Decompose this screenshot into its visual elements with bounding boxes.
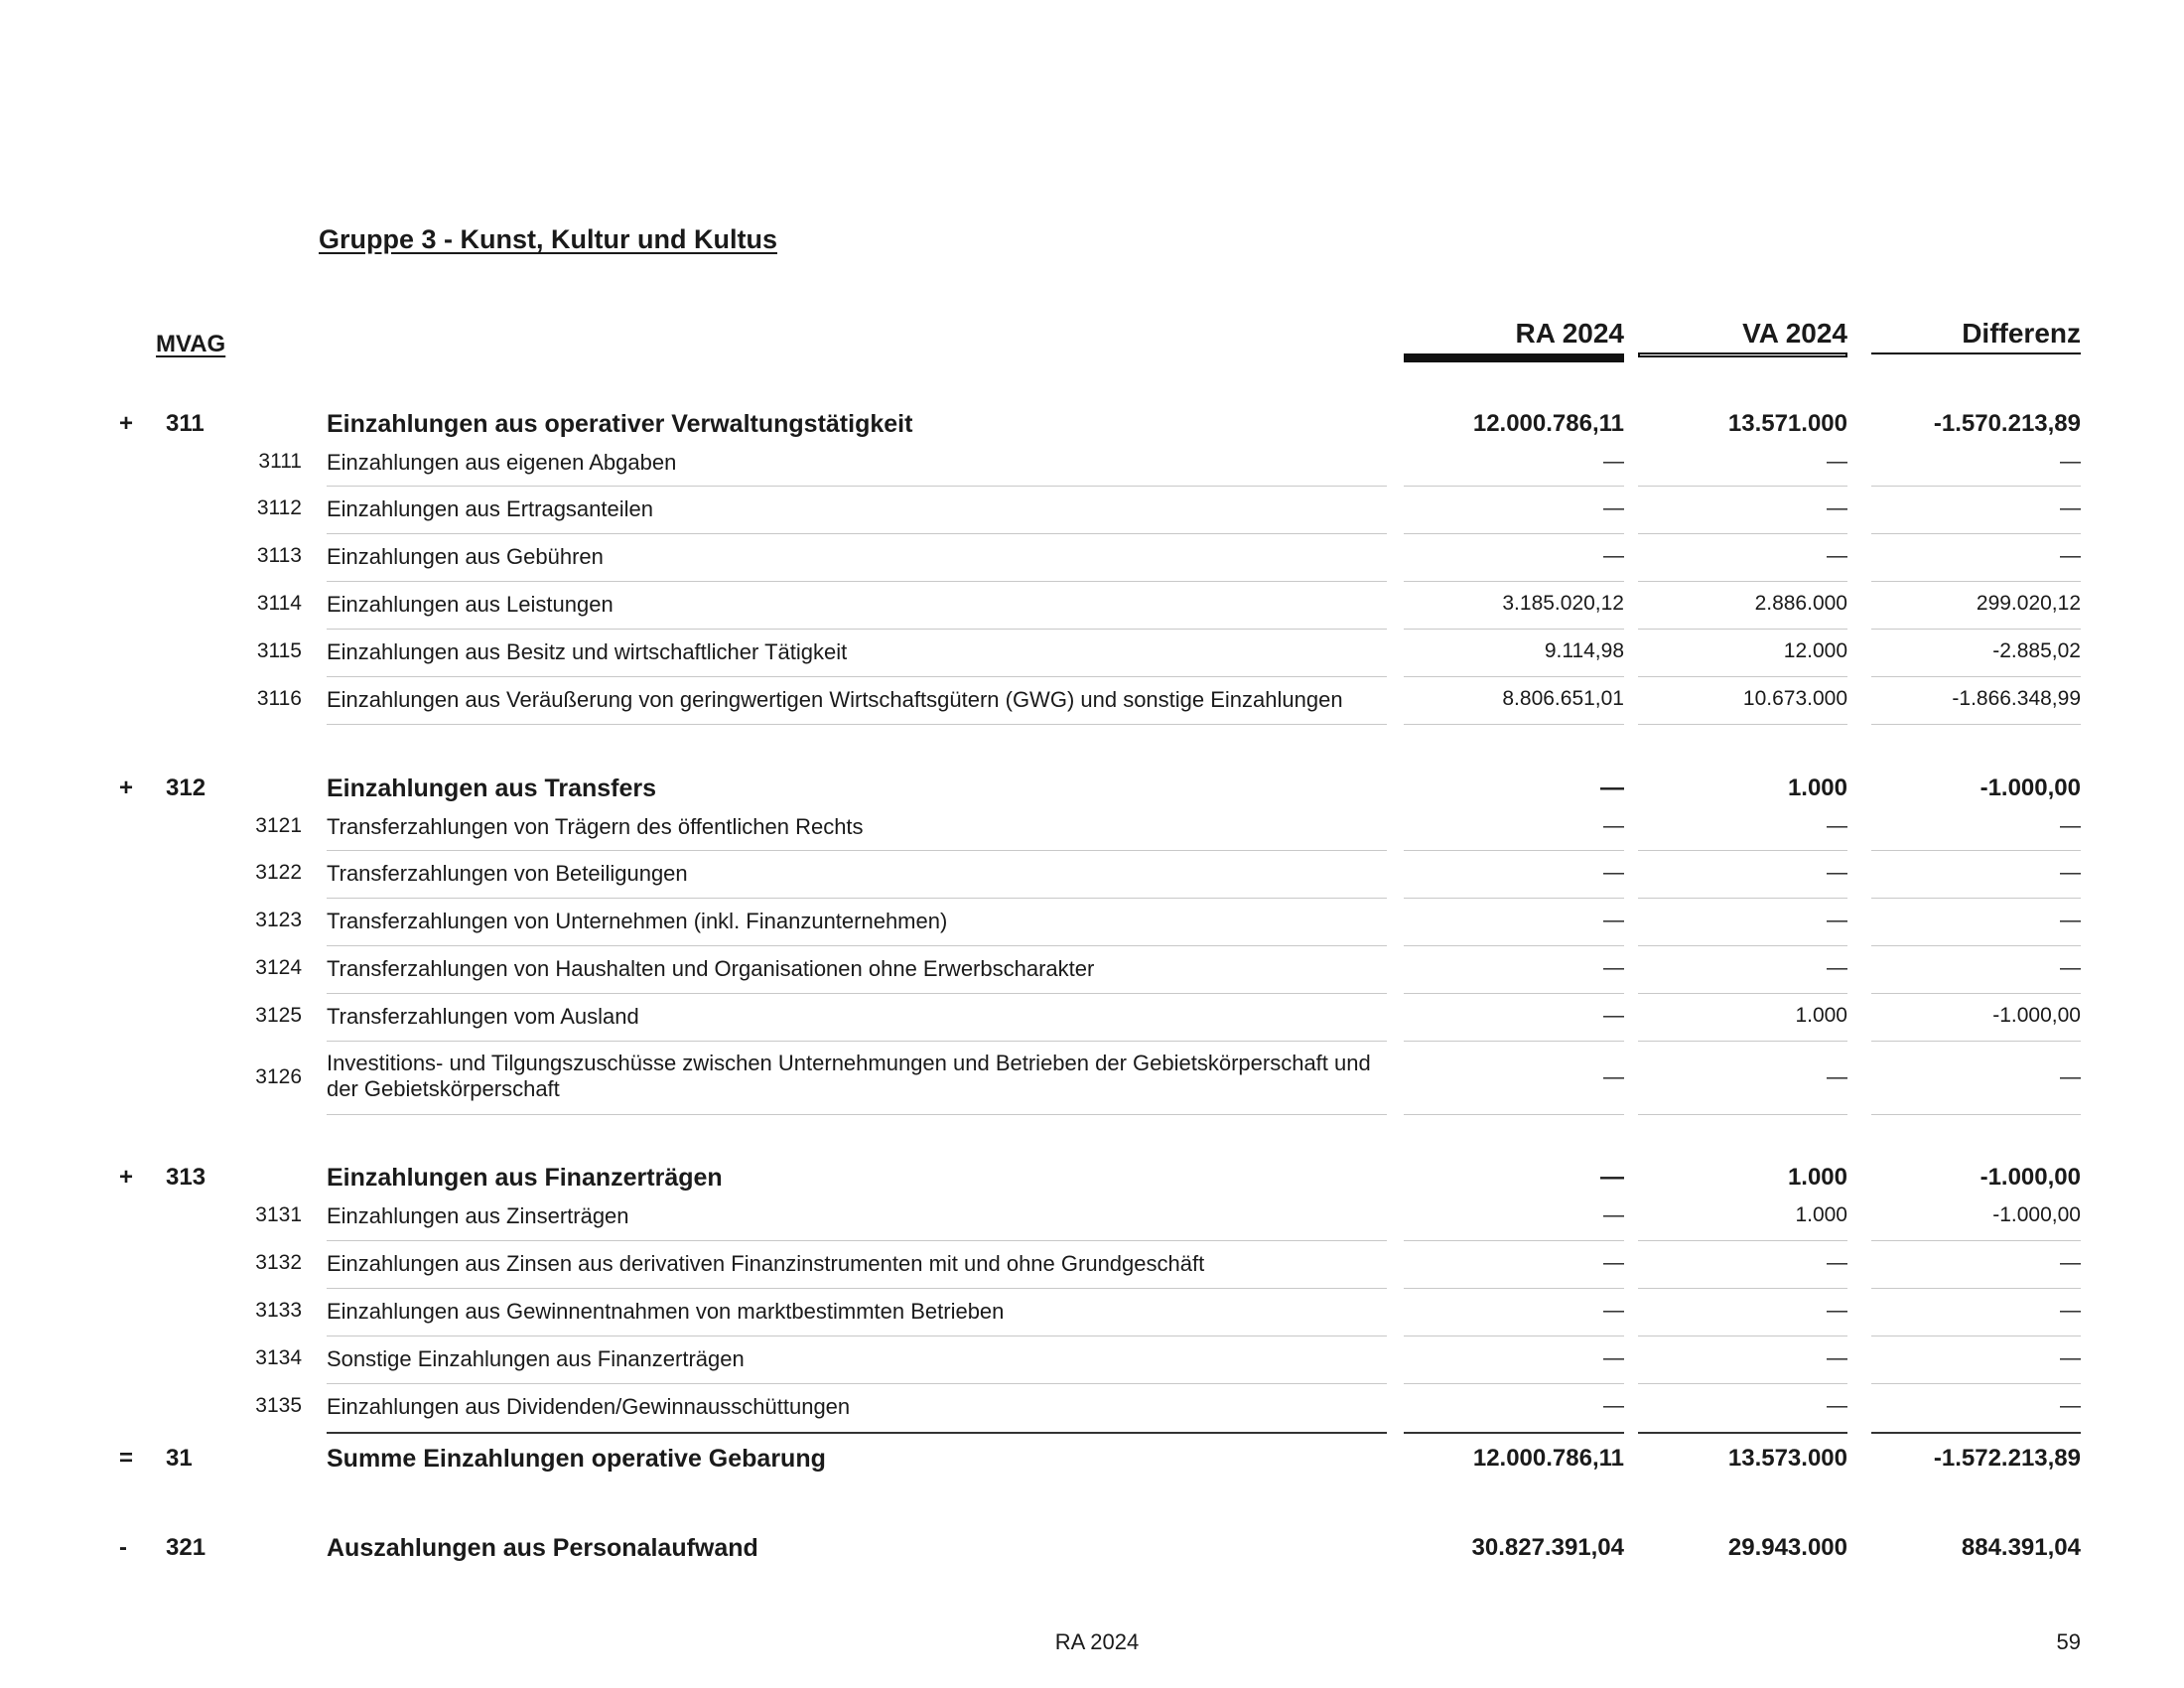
row-rule bbox=[327, 1288, 1387, 1289]
row-code: 3126 bbox=[255, 1065, 302, 1088]
row-value-va: — bbox=[1827, 544, 1847, 567]
row-value-va: — bbox=[1827, 496, 1847, 519]
row-label: Einzahlungen aus Transfers bbox=[327, 774, 657, 802]
row-value-va: — bbox=[1827, 1346, 1847, 1369]
row-rule bbox=[1871, 945, 2081, 946]
row-label: Transferzahlungen vom Ausland bbox=[327, 1004, 639, 1029]
row-rule bbox=[327, 945, 1387, 946]
row-rule bbox=[1404, 1114, 1624, 1115]
row-rule bbox=[1871, 629, 2081, 630]
row-rule bbox=[327, 581, 1387, 582]
row-label: Einzahlungen aus Zinserträgen bbox=[327, 1203, 629, 1228]
row-code: 3123 bbox=[255, 909, 302, 931]
row-value-diff: — bbox=[2060, 814, 2081, 837]
row-label: Einzahlungen aus Dividenden/Gewinnausschüttungen bbox=[327, 1394, 851, 1419]
row-value-diff: — bbox=[2060, 1346, 2081, 1369]
row-rule bbox=[1871, 486, 2081, 487]
row-value-va: — bbox=[1827, 909, 1847, 931]
table-row bbox=[0, 1251, 2184, 1276]
row-rule bbox=[1404, 676, 1624, 677]
page-title: Gruppe 3 - Kunst, Kultur und Kultus bbox=[319, 224, 777, 254]
row-value-ra: 12.000.786,11 bbox=[1472, 410, 1624, 437]
row-rule bbox=[1638, 1041, 1847, 1042]
row-value-va: 13.573.000 bbox=[1727, 1445, 1847, 1472]
table-row bbox=[0, 1051, 2184, 1101]
row-rule bbox=[1638, 898, 1847, 899]
table-row bbox=[0, 1299, 2184, 1324]
table-row bbox=[0, 1394, 2184, 1419]
row-value-va: 2.886.000 bbox=[1754, 592, 1847, 615]
row-rule bbox=[1638, 724, 1847, 725]
sum-rule bbox=[1871, 1432, 2081, 1434]
row-value-diff: — bbox=[2060, 1065, 2081, 1088]
row-code: 3132 bbox=[255, 1251, 302, 1274]
row-rule bbox=[327, 898, 1387, 899]
table-row bbox=[0, 956, 2184, 981]
row-value-va: 10.673.000 bbox=[1742, 687, 1847, 710]
row-label: Transferzahlungen von Trägern des öffentlichen Rechts bbox=[327, 814, 864, 839]
row-rule bbox=[1871, 676, 2081, 677]
row-label: Einzahlungen aus Veräußerung von geringwertigen Wirtschaftsgütern (GWG) und sonstige Einzahlungen bbox=[327, 687, 1343, 712]
table-row bbox=[0, 774, 2184, 802]
row-rule bbox=[327, 486, 1387, 487]
row-value-diff: -1.000,00 bbox=[1992, 1203, 2081, 1226]
row-label: Einzahlungen aus eigenen Abgaben bbox=[327, 450, 677, 475]
row-code: 3112 bbox=[256, 496, 302, 519]
row-rule bbox=[1404, 581, 1624, 582]
row-rule bbox=[1871, 581, 2081, 582]
row-value-diff: — bbox=[2060, 861, 2081, 884]
row-value-diff: — bbox=[2060, 450, 2081, 473]
table-row bbox=[0, 909, 2184, 933]
row-sign: = bbox=[119, 1445, 134, 1472]
row-rule bbox=[327, 1114, 1387, 1115]
row-rule bbox=[1871, 1288, 2081, 1289]
row-rule bbox=[1404, 724, 1624, 725]
row-code: 321 bbox=[166, 1534, 206, 1561]
row-value-va: 1.000 bbox=[1787, 774, 1847, 801]
row-value-va: 12.000 bbox=[1783, 639, 1847, 662]
row-value-diff: — bbox=[2060, 496, 2081, 519]
row-label: Einzahlungen aus Leistungen bbox=[327, 592, 614, 617]
row-code: 3124 bbox=[255, 956, 302, 979]
row-value-va: 13.571.000 bbox=[1727, 410, 1847, 437]
row-rule bbox=[1871, 993, 2081, 994]
sum-rule bbox=[1404, 1432, 1624, 1434]
row-rule bbox=[1404, 993, 1624, 994]
table-row bbox=[0, 592, 2184, 617]
row-value-va: — bbox=[1827, 861, 1847, 884]
row-label: Einzahlungen aus Gebühren bbox=[327, 544, 604, 569]
row-code: 3122 bbox=[255, 861, 302, 884]
row-rule bbox=[327, 629, 1387, 630]
row-value-ra: — bbox=[1603, 450, 1624, 473]
table-row bbox=[0, 544, 2184, 569]
table-row bbox=[0, 1004, 2184, 1029]
row-value-ra: 30.827.391,04 bbox=[1471, 1534, 1624, 1561]
row-value-diff: 884.391,04 bbox=[1961, 1534, 2081, 1561]
row-rule bbox=[1638, 945, 1847, 946]
row-value-ra: — bbox=[1603, 1203, 1624, 1226]
row-label: Einzahlungen aus Besitz und wirtschaftlicher Tätigkeit bbox=[327, 639, 848, 664]
row-rule bbox=[1871, 1041, 2081, 1042]
row-value-ra: — bbox=[1600, 1164, 1624, 1191]
row-rule bbox=[327, 1240, 1387, 1241]
row-value-ra: — bbox=[1603, 956, 1624, 979]
row-value-diff: — bbox=[2060, 956, 2081, 979]
row-value-diff: — bbox=[2060, 909, 2081, 931]
page-number: 59 bbox=[2056, 1629, 2081, 1654]
footer-label: RA 2024 bbox=[1054, 1629, 1140, 1654]
row-code: 3113 bbox=[256, 544, 302, 567]
row-label: Einzahlungen aus Finanzerträgen bbox=[327, 1164, 723, 1192]
table-row bbox=[0, 1346, 2184, 1371]
row-value-ra: — bbox=[1603, 861, 1624, 884]
row-value-ra: — bbox=[1603, 496, 1624, 519]
row-code: 311 bbox=[166, 410, 205, 437]
row-value-diff: — bbox=[2060, 1251, 2081, 1274]
row-code: 313 bbox=[166, 1164, 206, 1191]
row-rule bbox=[1404, 486, 1624, 487]
row-rule bbox=[1638, 533, 1847, 534]
row-rule bbox=[327, 993, 1387, 994]
row-rule bbox=[1404, 1240, 1624, 1241]
table-row bbox=[0, 687, 2184, 712]
row-label: Auszahlungen aus Personalaufwand bbox=[327, 1534, 758, 1562]
row-rule bbox=[1638, 850, 1847, 851]
row-value-diff: — bbox=[2060, 1299, 2081, 1322]
sum-rule bbox=[1638, 1432, 1847, 1434]
row-value-ra: — bbox=[1603, 1346, 1624, 1369]
row-value-ra: — bbox=[1603, 1299, 1624, 1322]
header-bar-va bbox=[1638, 352, 1847, 357]
row-value-ra: — bbox=[1603, 1065, 1624, 1088]
row-rule bbox=[1871, 1114, 2081, 1115]
row-value-ra: — bbox=[1603, 814, 1624, 837]
row-label: Investitions- und Tilgungszuschüsse zwischen Unternehmungen und Betrieben der Gebietskörperschaft und der Gebietskörperschaft bbox=[327, 1051, 1371, 1101]
row-rule bbox=[327, 533, 1387, 534]
row-value-diff: — bbox=[2060, 544, 2081, 567]
row-value-va: — bbox=[1827, 1299, 1847, 1322]
row-rule bbox=[327, 676, 1387, 677]
row-label: Summe Einzahlungen operative Gebarung bbox=[327, 1445, 826, 1473]
row-label: Transferzahlungen von Haushalten und Organisationen ohne Erwerbscharakter bbox=[327, 956, 1095, 981]
row-rule bbox=[1404, 533, 1624, 534]
row-rule bbox=[1871, 533, 2081, 534]
row-rule bbox=[1638, 1114, 1847, 1115]
row-value-ra: 3.185.020,12 bbox=[1502, 592, 1624, 615]
row-label: Einzahlungen aus Ertragsanteilen bbox=[327, 496, 654, 521]
row-value-diff: -1.000,00 bbox=[1992, 1004, 2081, 1027]
row-rule bbox=[1638, 1288, 1847, 1289]
header-bar-diff bbox=[1871, 352, 2081, 354]
row-rule bbox=[1404, 1288, 1624, 1289]
row-rule bbox=[1404, 850, 1624, 851]
row-value-ra: — bbox=[1603, 544, 1624, 567]
row-rule bbox=[1638, 629, 1847, 630]
row-rule bbox=[327, 1041, 1387, 1042]
row-rule bbox=[1404, 1041, 1624, 1042]
row-value-diff: -1.570.213,89 bbox=[1933, 410, 2081, 437]
row-code: 3114 bbox=[256, 592, 302, 615]
row-label: Einzahlungen aus Gewinnentnahmen von marktbestimmten Betrieben bbox=[327, 1299, 1005, 1324]
row-sign: + bbox=[119, 1164, 134, 1191]
row-value-ra: — bbox=[1603, 1251, 1624, 1274]
row-value-diff: -1.572.213,89 bbox=[1933, 1445, 2081, 1472]
row-value-va: 1.000 bbox=[1795, 1203, 1847, 1226]
row-value-ra: — bbox=[1603, 909, 1624, 931]
row-value-ra: — bbox=[1603, 1004, 1624, 1027]
row-value-ra: 12.000.786,11 bbox=[1472, 1445, 1624, 1472]
row-label: Einzahlungen aus Zinsen aus derivativen Finanzinstrumenten mit und ohne Grundgeschäft bbox=[327, 1251, 1205, 1276]
row-value-diff: -2.885,02 bbox=[1992, 639, 2081, 662]
row-value-va: 29.943.000 bbox=[1727, 1534, 1847, 1561]
row-code: 3135 bbox=[255, 1394, 302, 1417]
row-value-va: — bbox=[1827, 956, 1847, 979]
row-sign: + bbox=[119, 774, 134, 801]
table-row bbox=[0, 861, 2184, 886]
row-label: Transferzahlungen von Beteiligungen bbox=[327, 861, 688, 886]
row-value-diff: -1.866.348,99 bbox=[1952, 687, 2081, 710]
table-row bbox=[0, 1203, 2184, 1228]
row-sign: - bbox=[119, 1534, 127, 1561]
table-row bbox=[0, 1445, 2184, 1473]
row-sign: + bbox=[119, 410, 134, 437]
row-value-va: 1.000 bbox=[1795, 1004, 1847, 1027]
row-label: Transferzahlungen von Unternehmen (inkl. Finanzunternehmen) bbox=[327, 909, 948, 933]
row-value-diff: -1.000,00 bbox=[1979, 774, 2081, 801]
row-value-diff: -1.000,00 bbox=[1979, 1164, 2081, 1191]
row-rule bbox=[1871, 1383, 2081, 1384]
table-row bbox=[0, 410, 2184, 438]
row-rule bbox=[1404, 898, 1624, 899]
table-row bbox=[0, 1164, 2184, 1192]
column-header-diff: Differenz bbox=[1962, 318, 2081, 349]
row-label: Sonstige Einzahlungen aus Finanzerträgen bbox=[327, 1346, 745, 1371]
row-rule bbox=[1871, 1240, 2081, 1241]
row-rule bbox=[1638, 1240, 1847, 1241]
row-rule bbox=[1871, 850, 2081, 851]
row-value-ra: 8.806.651,01 bbox=[1502, 687, 1624, 710]
row-code: 31 bbox=[166, 1445, 193, 1472]
row-value-ra: 9.114,98 bbox=[1544, 639, 1624, 662]
row-rule bbox=[327, 1383, 1387, 1384]
row-rule bbox=[1638, 1383, 1847, 1384]
row-code: 3134 bbox=[255, 1346, 302, 1369]
row-code: 3121 bbox=[255, 814, 302, 837]
mvag-column-header: MVAG bbox=[156, 331, 226, 357]
row-value-diff: 299.020,12 bbox=[1976, 592, 2081, 615]
row-value-va: — bbox=[1827, 814, 1847, 837]
row-rule bbox=[1638, 581, 1847, 582]
row-code: 312 bbox=[166, 774, 206, 801]
column-header-va: VA 2024 bbox=[1742, 318, 1847, 349]
header-bar-ra bbox=[1404, 353, 1624, 362]
row-value-diff: — bbox=[2060, 1394, 2081, 1417]
row-value-ra: — bbox=[1600, 774, 1624, 801]
row-rule bbox=[327, 724, 1387, 725]
row-rule bbox=[1404, 1383, 1624, 1384]
table-row bbox=[0, 1534, 2184, 1562]
row-code: 3111 bbox=[258, 450, 302, 473]
row-label: Einzahlungen aus operativer Verwaltungstätigkeit bbox=[327, 410, 913, 438]
row-rule bbox=[1871, 724, 2081, 725]
row-value-va: — bbox=[1827, 1065, 1847, 1088]
row-value-va: — bbox=[1827, 1251, 1847, 1274]
row-code: 3125 bbox=[255, 1004, 302, 1027]
row-rule bbox=[327, 850, 1387, 851]
row-code: 3116 bbox=[256, 687, 302, 710]
table-row bbox=[0, 639, 2184, 664]
row-rule bbox=[1404, 629, 1624, 630]
row-value-va: — bbox=[1827, 450, 1847, 473]
row-code: 3133 bbox=[255, 1299, 302, 1322]
row-value-va: — bbox=[1827, 1394, 1847, 1417]
row-value-va: 1.000 bbox=[1787, 1164, 1847, 1191]
table-row bbox=[0, 814, 2184, 839]
table-row bbox=[0, 450, 2184, 475]
column-header-ra: RA 2024 bbox=[1515, 318, 1624, 349]
row-rule bbox=[1638, 676, 1847, 677]
row-code: 3115 bbox=[256, 639, 302, 662]
row-rule bbox=[1638, 486, 1847, 487]
row-value-ra: — bbox=[1603, 1394, 1624, 1417]
row-rule bbox=[1871, 898, 2081, 899]
sum-rule bbox=[327, 1432, 1387, 1434]
table-row bbox=[0, 496, 2184, 521]
row-rule bbox=[1404, 945, 1624, 946]
row-rule bbox=[1638, 993, 1847, 994]
row-code: 3131 bbox=[255, 1203, 302, 1226]
